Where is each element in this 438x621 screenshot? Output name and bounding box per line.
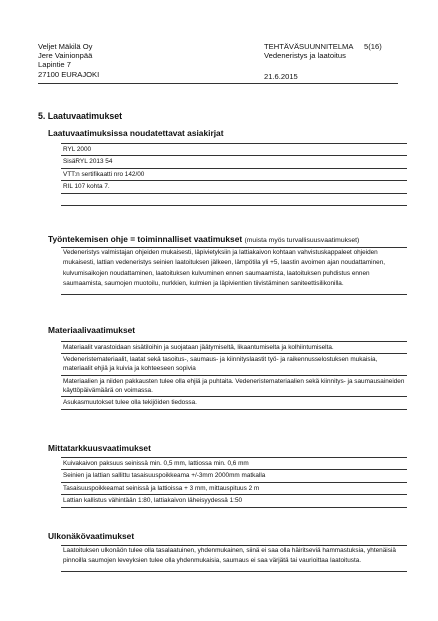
document-title-block — [264, 42, 353, 60]
table-row: Tasaisuuspoikkeamat seinissä ja lattioissa + 3 mm, mittauspituus 2 m — [61, 483, 407, 495]
table-row: Seinien ja lattian sallittu tasaisuuspoikkeama +/-3mm 2000mm matkalla — [61, 470, 407, 482]
section-title-dimensions: Mittatarkkuusvaatimukset — [48, 443, 151, 453]
street-address: Lapintie 7 — [38, 60, 71, 70]
section-title-appearance: Ulkonäkövaatimukset — [48, 531, 135, 541]
document-title: TEHTÄVÄSUUNNITELMA — [264, 42, 354, 51]
page-number: 5(16) — [364, 42, 382, 51]
table-row: RYL 2000 — [61, 144, 407, 156]
section-title-work-instructions — [48, 234, 359, 244]
appearance-text: Laatoituksen ulkonäön tulee olla tasalaatuinen, yhdenmukainen, siinä ei saa olla häiritseviä hammastuksia, yhtenäisiä pinnoilla saumojen leveyksien tulee olla yhdenmukaisia, saumaus ei saa värjätä tai vaurioittaa laatoitusta. — [63, 547, 396, 565]
document-subtitle: Vedeneristys ja laatoitus — [264, 51, 346, 61]
dimension-table — [61, 457, 407, 508]
section-title-note: (muista myös turvallisuusvaatimukset) — [244, 237, 360, 244]
section-title-text: Työntekemisen ohje = toiminnalliset vaatimukset — [48, 234, 243, 244]
table-row: Asukasmuutokset tulee olla tekijöiden tiedossa. — [61, 397, 407, 409]
documents-table — [61, 143, 407, 206]
table-row: Vedeneristemateriaalit, laatat sekä tasoitus-, saumaus- ja kiinnityslaastit työ- ja raikennusselostuksen mukaisia, materiaalit ehjiä ja kuivia ja kohteeseen sopivia — [61, 354, 407, 375]
work-instructions-box — [61, 247, 407, 295]
table-row: Lattian kallistus vähintään 1:80, lattiakaivon läheisyydessä 1:50 — [61, 495, 407, 507]
section-title-material: Materiaalivaatimukset — [48, 325, 136, 335]
document-date: 21.6.2015 — [264, 72, 298, 81]
table-row: SisäRYL 2013 54 — [61, 156, 407, 168]
table-row: VTT:n sertifikaatti nro 142/00 — [61, 169, 407, 181]
header-divider — [38, 83, 398, 84]
contact-name: Jere Vainionpää — [38, 51, 93, 61]
table-row: Kuivakaivon paksuus seinissä min. 0,5 mm, lattiossa min. 0,6 mm — [61, 458, 407, 470]
section-title-documents: Laatuvaatimuksissa noudatettavat asiakirjat — [48, 128, 224, 138]
table-row-empty — [61, 194, 407, 206]
table-row: RIL 107 kohta 7. — [61, 181, 407, 193]
table-row: Materiaalien ja niiden pakkausten tulee olla ehjiä ja puhtaita. Vedeneristemateriaalien sekä kiinnitys- ja saumausaineiden käyttöpäivämäärä on voimassa. — [61, 376, 407, 397]
material-table — [61, 341, 407, 410]
chapter-title: 5. Laatuvaatimukset — [38, 111, 123, 121]
work-instructions-text: Vedeneristys valmistajan ohjeiden mukaisesti, läpivietyksiin ja lattiakaivon kohtaan vahvistuskappaleet ohjeiden mukaisesti, lattian vedeneristys seinien laatoituksen jälkeen, lämpötila yli +5, laastin avoimen ajan noudattaminen, kulvumisaikojen noudattaminen, laatoituksen kulvuminen ennen saumaamista, laatoituksen puhdistus ennen saumaamista, saumojen muotoilu, nurkkien, kulmien ja läpivientien tiivistäminen saniteettisilikonilla. — [63, 249, 386, 288]
appearance-box — [61, 545, 407, 572]
table-row: Materiaalit varastoidaan sisätiloihin ja suojataan jäätymiseltä, likaantumiselta ja kolhiintumiselta. — [61, 342, 407, 354]
company-address — [38, 42, 99, 79]
company-name: Veljet Mäkilä Oy — [38, 42, 93, 51]
postal-address: 27100 EURAJOKI — [38, 69, 100, 79]
